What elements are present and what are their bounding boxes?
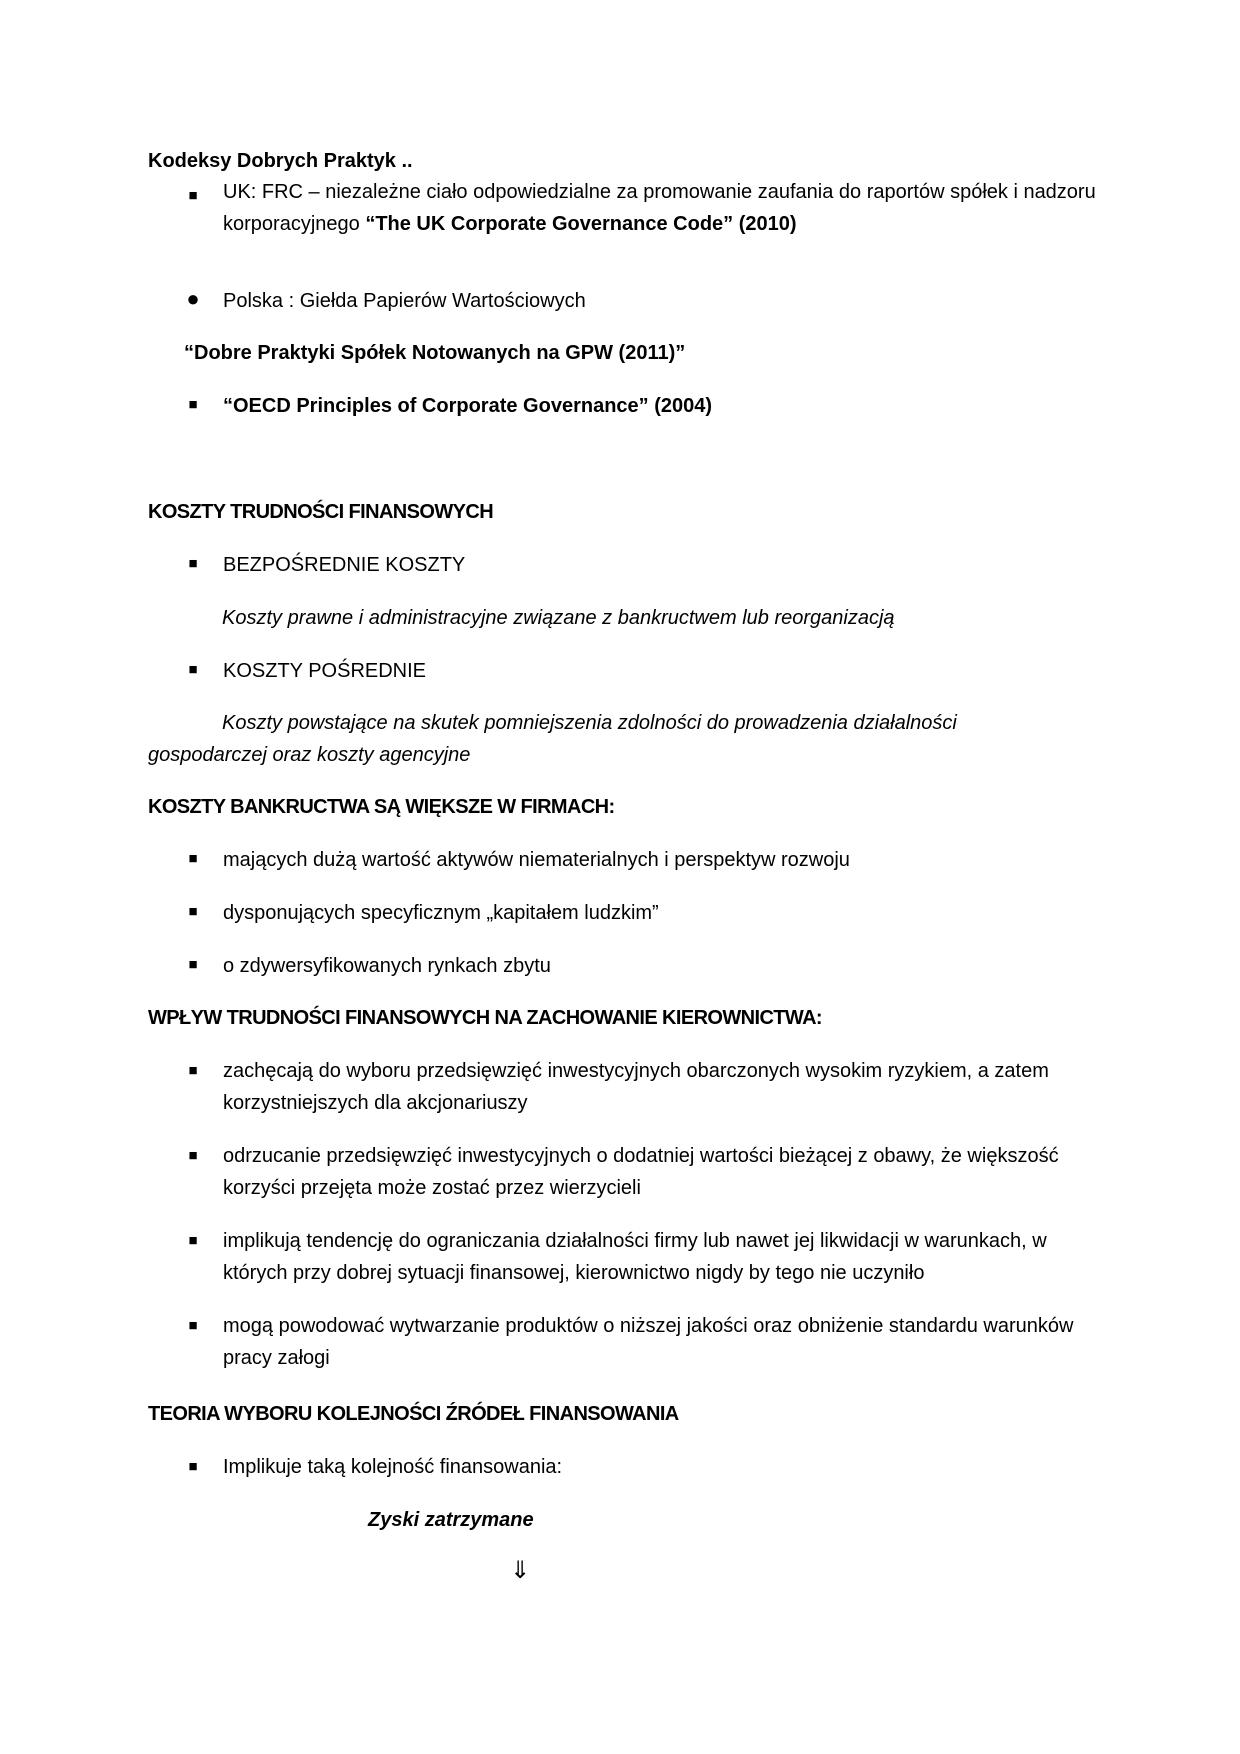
bullet-square: ■ [188, 903, 198, 920]
bullet-square: ■ [188, 956, 198, 973]
list-item: odrzucanie przedsięwzięć inwestycyjnych o dodatniej wartości bieżącej z obawy, że większość korzyści przejęta może zostać przez wierzycieli [223, 1145, 1059, 1199]
bullet-square: ■ [188, 1147, 198, 1164]
list-item: o zdywersyfikowanych rynkach zbytu [223, 955, 551, 977]
bullet-square: ■ [188, 661, 198, 678]
uk-description: UK: FRC – niezależne ciało odpowiedzialne za promowanie zaufania do raportów spółek i nadzoru korporacyjnego [223, 181, 1096, 235]
retained-earnings: Zyski zatrzymane [368, 1509, 534, 1531]
list-item: mogą powodować wytwarzanie produktów o niższej jakości oraz obniżenie standardu warunków pracy załogi [223, 1315, 1074, 1369]
direct-costs-description: Koszty prawne i administracyjne związane z bankructwem lub reorganizacją [222, 607, 895, 629]
bullet-square: ■ [188, 396, 198, 413]
heading-financial-distress-costs: KOSZTY TRUDNOŚCI FINANSOWYCH [148, 501, 494, 523]
indirect-costs-description-line1: Koszty powstające na skutek pomniejszenia zdolności do prowadzenia działalności [222, 712, 957, 734]
heading-codes: Kodeksy Dobrych Praktyk .. [148, 150, 413, 172]
heading-pecking-order: TEORIA WYBORU KOLEJNOŚCI ŹRÓDEŁ FINANSOWANIA [148, 1403, 679, 1425]
bullet-square: ■ [188, 1317, 198, 1334]
list-item-poland: Polska : Giełda Papierów Wartościowych [223, 290, 586, 312]
bullet-square: ■ [188, 555, 198, 572]
list-item-oecd: “OECD Principles of Corporate Governance” (2004) [223, 395, 713, 417]
list-item-uk [223, 176, 1103, 240]
list-item: mających dużą wartość aktywów niematerialnych i perspektyw rozwoju [223, 849, 850, 871]
down-arrow-icon: ⇓ [510, 1557, 531, 1584]
list-item: dysponujących specyficznym „kapitałem ludzkim” [223, 902, 659, 924]
bullet-square: ■ [188, 1458, 198, 1475]
bullet-dot: ● [186, 286, 200, 311]
uk-code-title: “The UK Corporate Governance Code” (2010) [365, 213, 797, 235]
list-item: implikują tendencję do ograniczania działalności firmy lub nawet jej likwidacji w warunkach, w których przy dobrej sytuacji finansowej, kierownictwo nigdy by tego nie uczyniło [223, 1230, 1047, 1284]
heading-management-impact: WPŁYW TRUDNOŚCI FINANSOWYCH NA ZACHOWANIE KIEROWNICTWA: [148, 1007, 822, 1029]
indirect-costs-description-line2: gospodarczej oraz koszty agencyjne [148, 744, 471, 766]
list-item-direct-costs: BEZPOŚREDNIE KOSZTY [223, 554, 466, 576]
bullet-square: ■ [188, 1062, 198, 1079]
list-item: zachęcają do wyboru przedsięwzięć inwestycyjnych obarczonych wysokim ryzykiem, a zatem korzystniejszych dla akcjonariuszy [223, 1060, 1049, 1114]
bullet-square: ■ [188, 850, 198, 867]
list-item-pecking-intro: Implikuje taką kolejność finansowania: [223, 1456, 563, 1478]
poland-code-title: “Dobre Praktyki Spółek Notowanych na GPW (2011)” [184, 342, 686, 364]
bullet-square: ■ [188, 1232, 198, 1249]
heading-bankruptcy-costs: KOSZTY BANKRUCTWA SĄ WIĘKSZE W FIRMACH: [148, 796, 615, 818]
bullet-square: ■ [188, 187, 198, 204]
list-item-indirect-costs: KOSZTY POŚREDNIE [223, 660, 427, 682]
